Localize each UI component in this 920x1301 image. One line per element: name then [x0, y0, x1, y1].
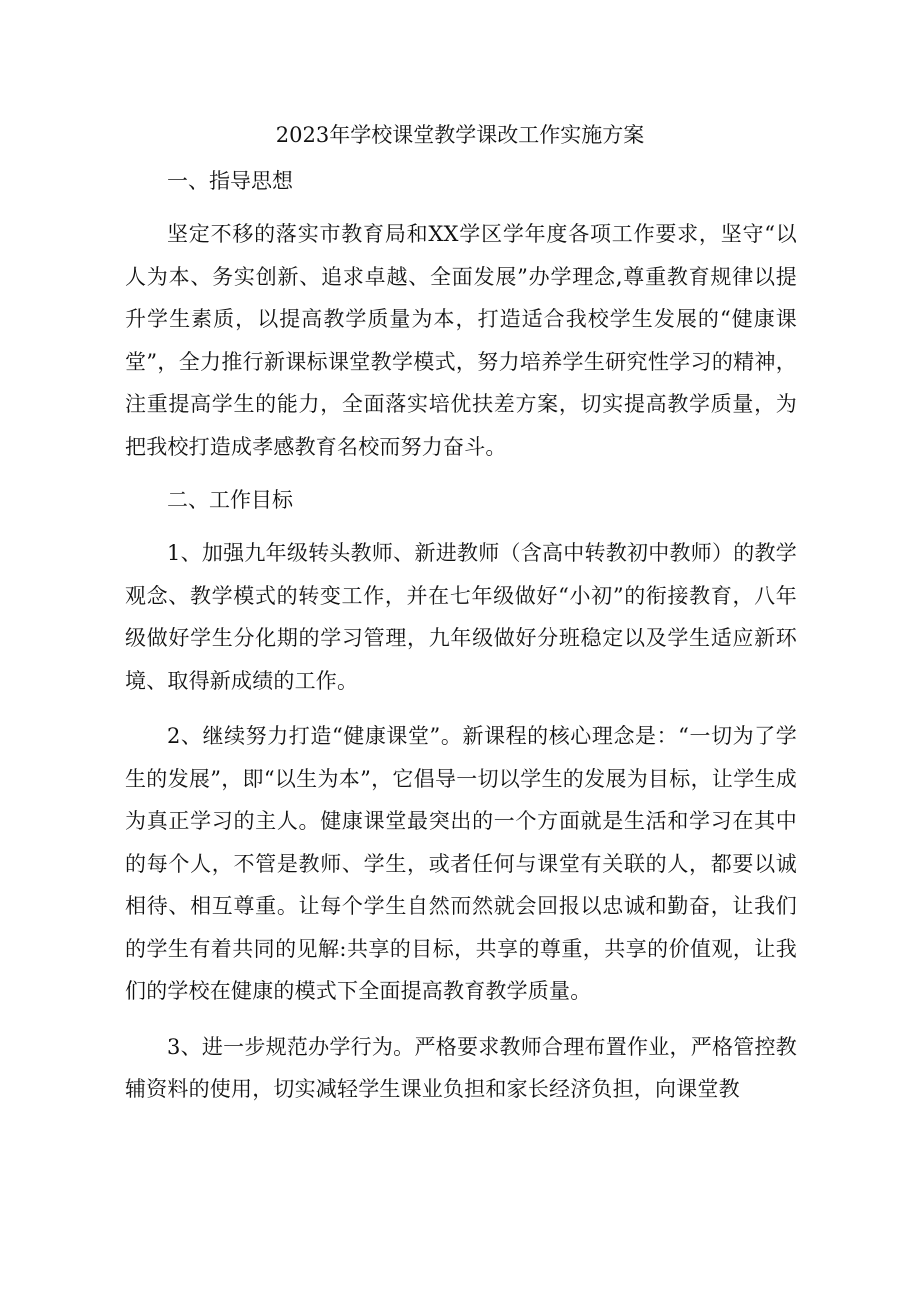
paragraph-goal-1: 1、加强九年级转头教师、新进教师（含高中转教初中教师）的教学观念、教学模式的转变工作，并在七年级做好“小初”的衔接教育，八年级做好学生分化期的学习管理，九年级做好分班稳定以及学生适应新环境、取得新成绩的工作。	[125, 541, 797, 693]
document-title: 2023年学校课堂教学课改工作实施方案	[275, 123, 645, 147]
section-heading-work-goals: 二、工作目标	[167, 488, 293, 512]
section-heading-guiding-ideology: 一、指导思想	[167, 169, 293, 193]
paragraph-guiding-ideology: 坚定不移的落实市教育局和XX学区学年度各项工作要求，坚守“以人为本、务实创新、追求卓越、全面发展”办学理念,尊重教育规律以提升学生素质，以提高教学质量为本，打造适合我校学生发展的“健康课堂”，全力推行新课标课堂教学模式，努力培养学生研究性学习的精神，注重提高学生的能力，全面落实培优扶差方案，切实提高教学质量，为把我校打造成孝感教育名校而努力奋斗。	[125, 222, 797, 459]
paragraph-goal-3: 3、进一步规范办学行为。严格要求教师合理布置作业，严格管控教辅资料的使用，切实减轻学生课业负担和家长经济负担，向课堂教	[125, 1034, 797, 1101]
paragraph-goal-2: 2、继续努力打造“健康课堂”。新课程的核心理念是：“一切为了学生的发展”，即“以生为本”，它倡导一切以学生的发展为目标，让学生成为真正学习的主人。健康课堂最突出的一个方面就是生活和学习在其中的每个人，不管是教师、学生，或者任何与课堂有关联的人，都要以诚相待、相互尊重。让每个学生自然而然就会回报以忠诚和勤奋，让我们的学生有着共同的见解:共享的目标，共享的尊重，共享的价值观，让我们的学校在健康的模式下全面提高教育教学质量。	[125, 724, 797, 1003]
document-body	[125, 162, 797, 1124]
